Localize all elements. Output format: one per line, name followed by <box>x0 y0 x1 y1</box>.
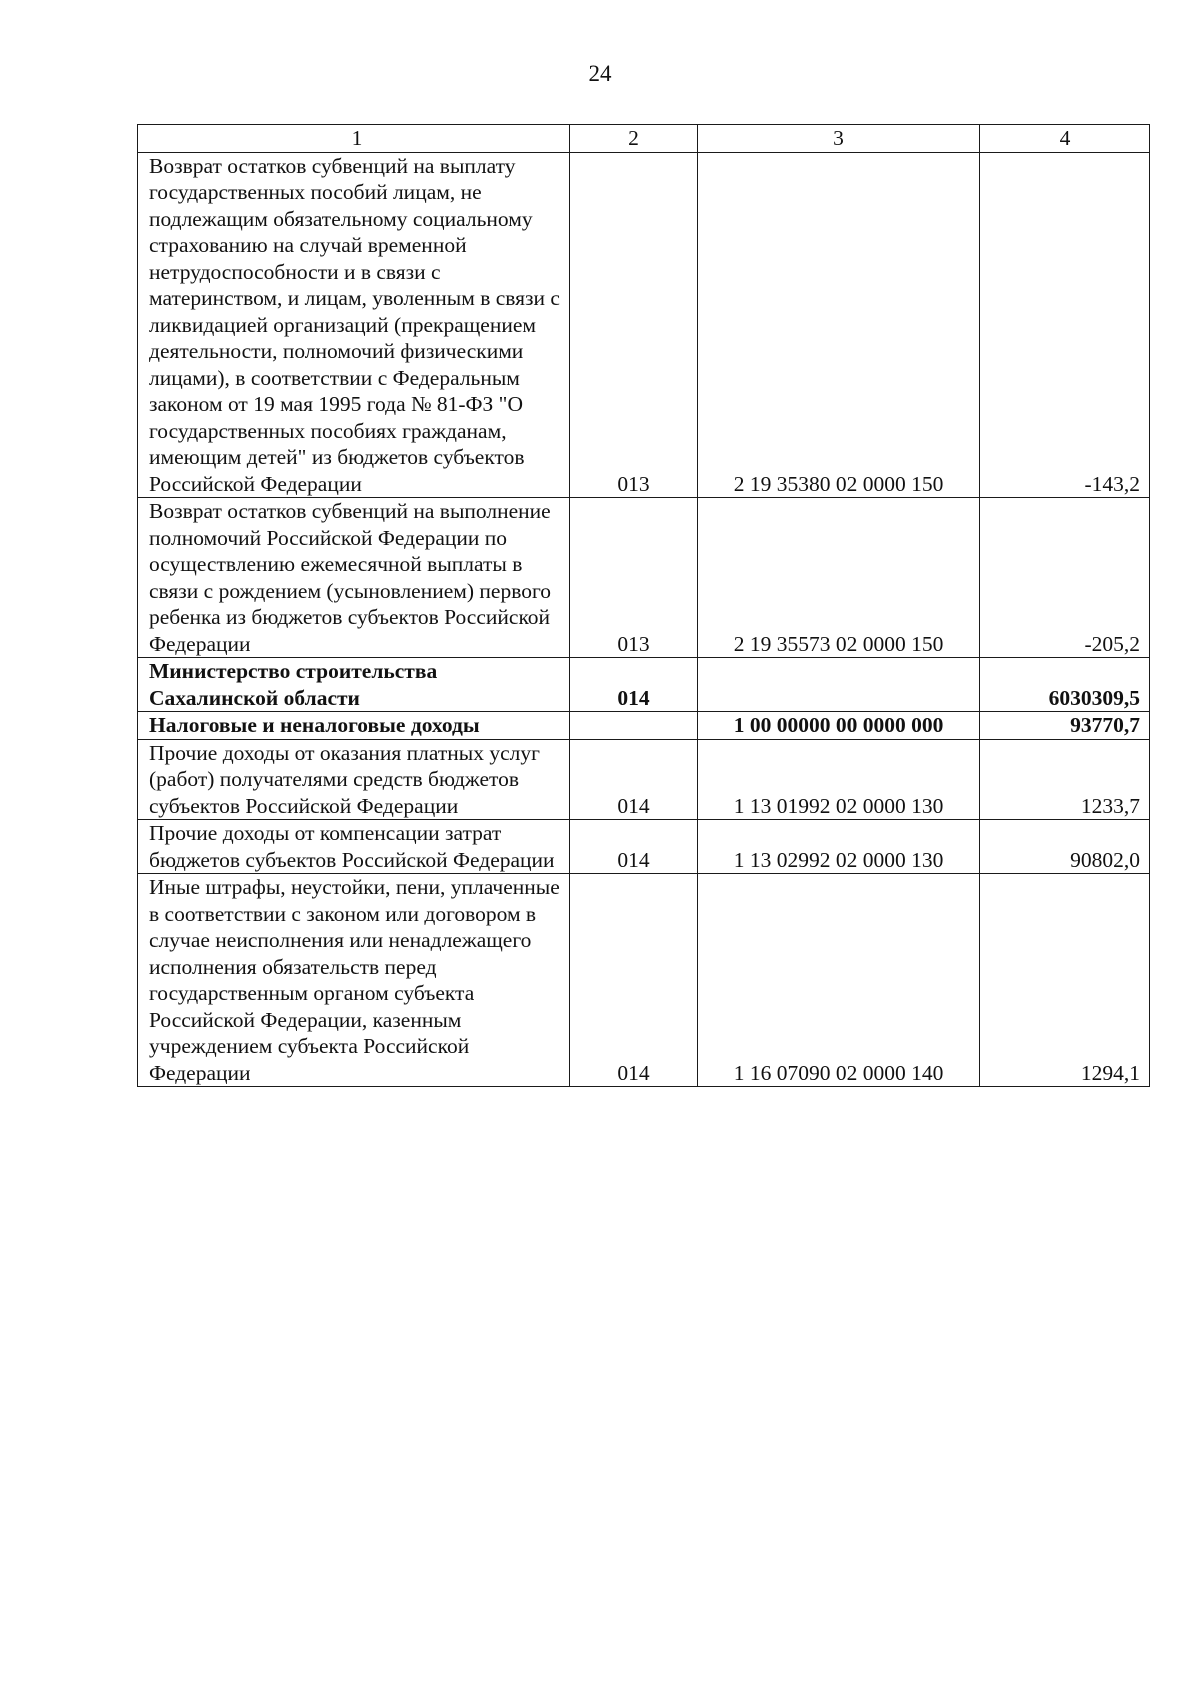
row-name: Возврат остатков субвенций на выплату государственных пособий лицам, не подлежащим обязательному социальному страхованию на случай временной нетрудоспособности и в связи с материнством, и лицам, уволенным в связи с ликвидацией организаций (прекращением деятельности, полномочий физическими лицами), в соответствии с Федеральным законом от 19 мая 1995 года № 81-ФЗ "О государственных пособиях гражданам, имеющим детей" из бюджетов субъектов Российской Федерации <box>138 152 570 498</box>
column-header-4: 4 <box>980 125 1150 153</box>
row-income-code: 1 00 00000 00 0000 000 <box>698 712 980 740</box>
row-amount: 1233,7 <box>980 739 1150 820</box>
table-header-row <box>138 125 1150 153</box>
table-row <box>138 820 1150 874</box>
row-income-code: 2 19 35573 02 0000 150 <box>698 498 980 658</box>
row-admin-code: 014 <box>570 820 698 874</box>
row-amount: -205,2 <box>980 498 1150 658</box>
table-row <box>138 498 1150 658</box>
row-name: Министерство строительства Сахалинской области <box>138 658 570 712</box>
column-header-3: 3 <box>698 125 980 153</box>
row-admin-code: 013 <box>570 498 698 658</box>
row-name: Иные штрафы, неустойки, пени, уплаченные в соответствии с законом или договором в случае неисполнения или ненадлежащего исполнения обязательств перед государственным органом субъекта Российской Федерации, казенным учреждением субъекта Российской Федерации <box>138 874 570 1087</box>
row-name: Прочие доходы от компенсации затрат бюджетов субъектов Российской Федерации <box>138 820 570 874</box>
table-row <box>138 874 1150 1087</box>
row-income-code: 1 13 02992 02 0000 130 <box>698 820 980 874</box>
row-admin-code: 014 <box>570 658 698 712</box>
row-amount: 6030309,5 <box>980 658 1150 712</box>
row-amount: 1294,1 <box>980 874 1150 1087</box>
column-header-2: 2 <box>570 125 698 153</box>
table-row-subtotal <box>138 712 1150 740</box>
row-income-code <box>698 658 980 712</box>
row-admin-code: 014 <box>570 739 698 820</box>
row-name: Возврат остатков субвенций на выполнение полномочий Российской Федерации по осуществлению ежемесячной выплаты в связи с рождением (усыновлением) первого ребенка из бюджетов субъектов Российской Федерации <box>138 498 570 658</box>
row-admin-code: 014 <box>570 874 698 1087</box>
row-income-code: 1 16 07090 02 0000 140 <box>698 874 980 1087</box>
row-name: Прочие доходы от оказания платных услуг (работ) получателями средств бюджетов субъектов Российской Федерации <box>138 739 570 820</box>
row-income-code: 2 19 35380 02 0000 150 <box>698 152 980 498</box>
row-amount: 90802,0 <box>980 820 1150 874</box>
page-number: 24 <box>588 61 612 86</box>
table-row-ministry <box>138 658 1150 712</box>
row-admin-code: 013 <box>570 152 698 498</box>
column-header-1: 1 <box>138 125 570 153</box>
row-amount: 93770,7 <box>980 712 1150 740</box>
row-amount: -143,2 <box>980 152 1150 498</box>
row-admin-code <box>570 712 698 740</box>
table-row <box>138 739 1150 820</box>
row-income-code: 1 13 01992 02 0000 130 <box>698 739 980 820</box>
revenue-table <box>137 124 1150 1087</box>
row-name: Налоговые и неналоговые доходы <box>138 712 570 740</box>
table-row <box>138 152 1150 498</box>
